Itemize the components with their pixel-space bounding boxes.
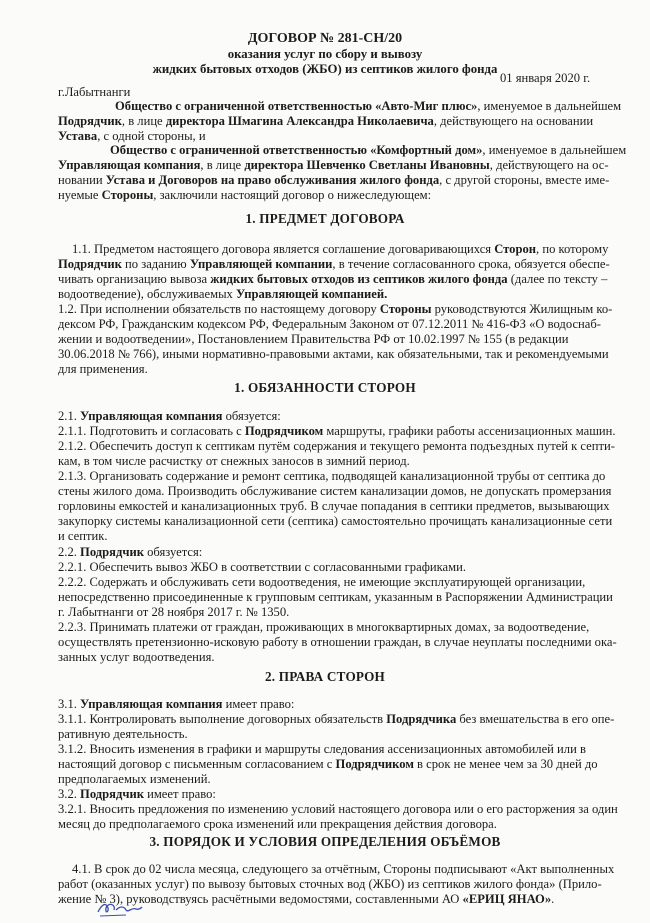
text-line: 3.2. Подрядчик имеет право: <box>58 787 216 801</box>
text-line: 2.1. Управляющая компания обязуется: <box>58 409 281 423</box>
text-line: Подрядчик, в лице директора Шмагина Александра Николаевича, действующего на основании <box>58 114 594 128</box>
text-line: Общество с ограниченной ответственностью «Авто-Миг плюс», именуемое в дальнейшем <box>115 99 622 113</box>
section-heading-obligations: 1. ОБЯЗАННОСТИ СТОРОН <box>234 380 416 395</box>
contract-subtitle-2: жидких бытовых отходов (ЖБО) из септиков жилого фонда <box>152 62 498 76</box>
text-line: чивать организацию вывоза жидких бытовых отходов из септиков жилого фонда (далее по тексту – <box>58 272 608 286</box>
text-line: осуществлять претензионно-исковую работу в отношении граждан, в случае неуплаты последними ока- <box>58 635 617 649</box>
text-line: месяц до предполагаемого срока изменений или прекращения действия договора. <box>58 817 497 831</box>
text-line: 2.1.3. Организовать содержание и ремонт септика, подводящей канализационной трубы от септика до <box>58 469 606 483</box>
contract-title: ДОГОВОР № 281-СН/20 <box>247 31 403 46</box>
text-line: 2.2.1. Обеспечить вывоз ЖБО в соответствии с согласованными графиками. <box>58 560 466 574</box>
text-line: 1.2. При исполнении обязательств по настоящему договору Стороны руководствуются Жилищным ко- <box>58 302 613 316</box>
text-line: г. Лабытнанги от 28 ноября 2017 г. № 1350. <box>58 605 290 619</box>
text-line: нуемые Стороны, заключили настоящий договор о нижеследующем: <box>58 188 432 202</box>
text-line: непосредственно присоединенные к групповым септикам, указанным в Распоряжении Администрации <box>58 590 613 604</box>
text-line: ративную деятельность. <box>58 727 188 741</box>
section-heading-rights: 2. ПРАВА СТОРОН <box>264 669 386 684</box>
text-line: дексом РФ, Гражданским кодексом РФ, Федеральным Законом от 07.12.2011 № 416-ФЗ «О водоснаб- <box>58 317 601 331</box>
text-line: 4.1. В срок до 02 числа месяца, следующего за отчётным, Стороны подписывают «Акт выполненных <box>72 862 615 876</box>
contract-subtitle-1: оказания услуг по сбору и вывозу <box>227 47 423 61</box>
contract-date: 01 января 2020 г. <box>500 71 591 85</box>
text-line: настоящий договор с письменным согласованием с Подрядчиком в срок не менее чем за 30 дней до <box>58 757 598 771</box>
contract-place: г.Лабытнанги <box>58 85 131 99</box>
text-line: работ (оказанных услуг) по вывозу бытовых сточных вод (ЖБО) из септиков жилого фонда» (Прило- <box>58 877 602 891</box>
text-line: 3.1.2. Вносить изменения в графики и маршруты следования ассенизационных автомобилей или в <box>58 742 586 756</box>
text-line: 2.1.2. Обеспечить доступ к септикам путём содержания и текущего ремонта подъездных путей к септи- <box>58 439 615 453</box>
text-line: закупорку системы канализационной сети (септика) самостоятельно прочищать канализационные сети <box>58 514 613 528</box>
text-line: 2.2.2. Содержать и обслуживать сети водоотведения, не имеющие эксплуатирующей организации, <box>58 575 586 589</box>
text-line: жении и водоотведении», Постановлением Правительства РФ от 10.02.1997 № 155 (в редакции <box>58 332 569 346</box>
signature-mark <box>96 898 144 918</box>
text-line: 2.2. Подрядчик обязуется: <box>58 545 203 559</box>
text-line: 2.1.1. Подготовить и согласовать с Подрядчиком маршруты, графики работы ассенизационных машин. <box>58 424 616 438</box>
text-line: новании Устава и Договоров на право обслуживания жилого фонда, с другой стороны, вместе име- <box>58 173 610 187</box>
text-line: стены жилого дома. Производить обслуживание систем канализации домов, не допускать промерзания <box>58 484 612 498</box>
section-heading-subject: 1. ПРЕДМЕТ ДОГОВОРА <box>245 211 405 226</box>
text-line: Управляющая компания, в лице директора Шевченко Светланы Ивановны, действующего на ос- <box>58 158 609 172</box>
text-line: 3.2.1. Вносить предложения по изменению условий настоящего договора или о его расторжения за один <box>58 802 618 816</box>
section-heading-volumes: 3. ПОРЯДОК И УСЛОВИЯ ОПРЕДЕЛЕНИЯ ОБЪЁМОВ <box>149 834 501 849</box>
text-line: водоотведение), обслуживаемых Управляющей компанией. <box>58 287 388 301</box>
text-line: Устава, с одной стороны, и <box>58 129 206 143</box>
text-line: горловины емкостей и канализационных труб. В случае попадания в септики предметов, вызывающих <box>58 499 610 513</box>
text-line: жение № 3), руководствуясь расчётными ведомостями, составленными АО «ЕРИЦ ЯНАО». <box>58 892 555 906</box>
text-line: 3.1.1. Контролировать выполнение договорных обязательств Подрядчика без вмешательства в его опе- <box>58 712 615 726</box>
text-line: и септик. <box>58 529 108 543</box>
text-line: Подрядчик по заданию Управляющей компании, в течение согласованного срока, обязуется обеспе- <box>58 257 610 271</box>
text-line: 30.06.2018 № 766), иными нормативно-правовыми актами, как обязательными, так и рекомендуемыми <box>58 347 609 361</box>
text-line: предполагаемых изменений. <box>58 772 211 786</box>
text-line: занных услуг водоотведения. <box>58 650 215 664</box>
text-line: Общество с ограниченной ответственностью «Комфортный дом», именуемое в дальнейшем <box>110 143 627 157</box>
text-line: кам, в том числе расчистку от снежных заносов в зимний период. <box>58 454 410 468</box>
text-line: 1.1. Предметом настоящего договора является соглашение договаривающихся Сторон, по которому <box>72 242 609 256</box>
text-line: для применения. <box>58 362 148 376</box>
text-line: 3.1. Управляющая компания имеет право: <box>58 697 295 711</box>
text-line: 2.2.3. Принимать платежи от граждан, проживающих в многоквартирных домах, за водоотведение, <box>58 620 590 634</box>
